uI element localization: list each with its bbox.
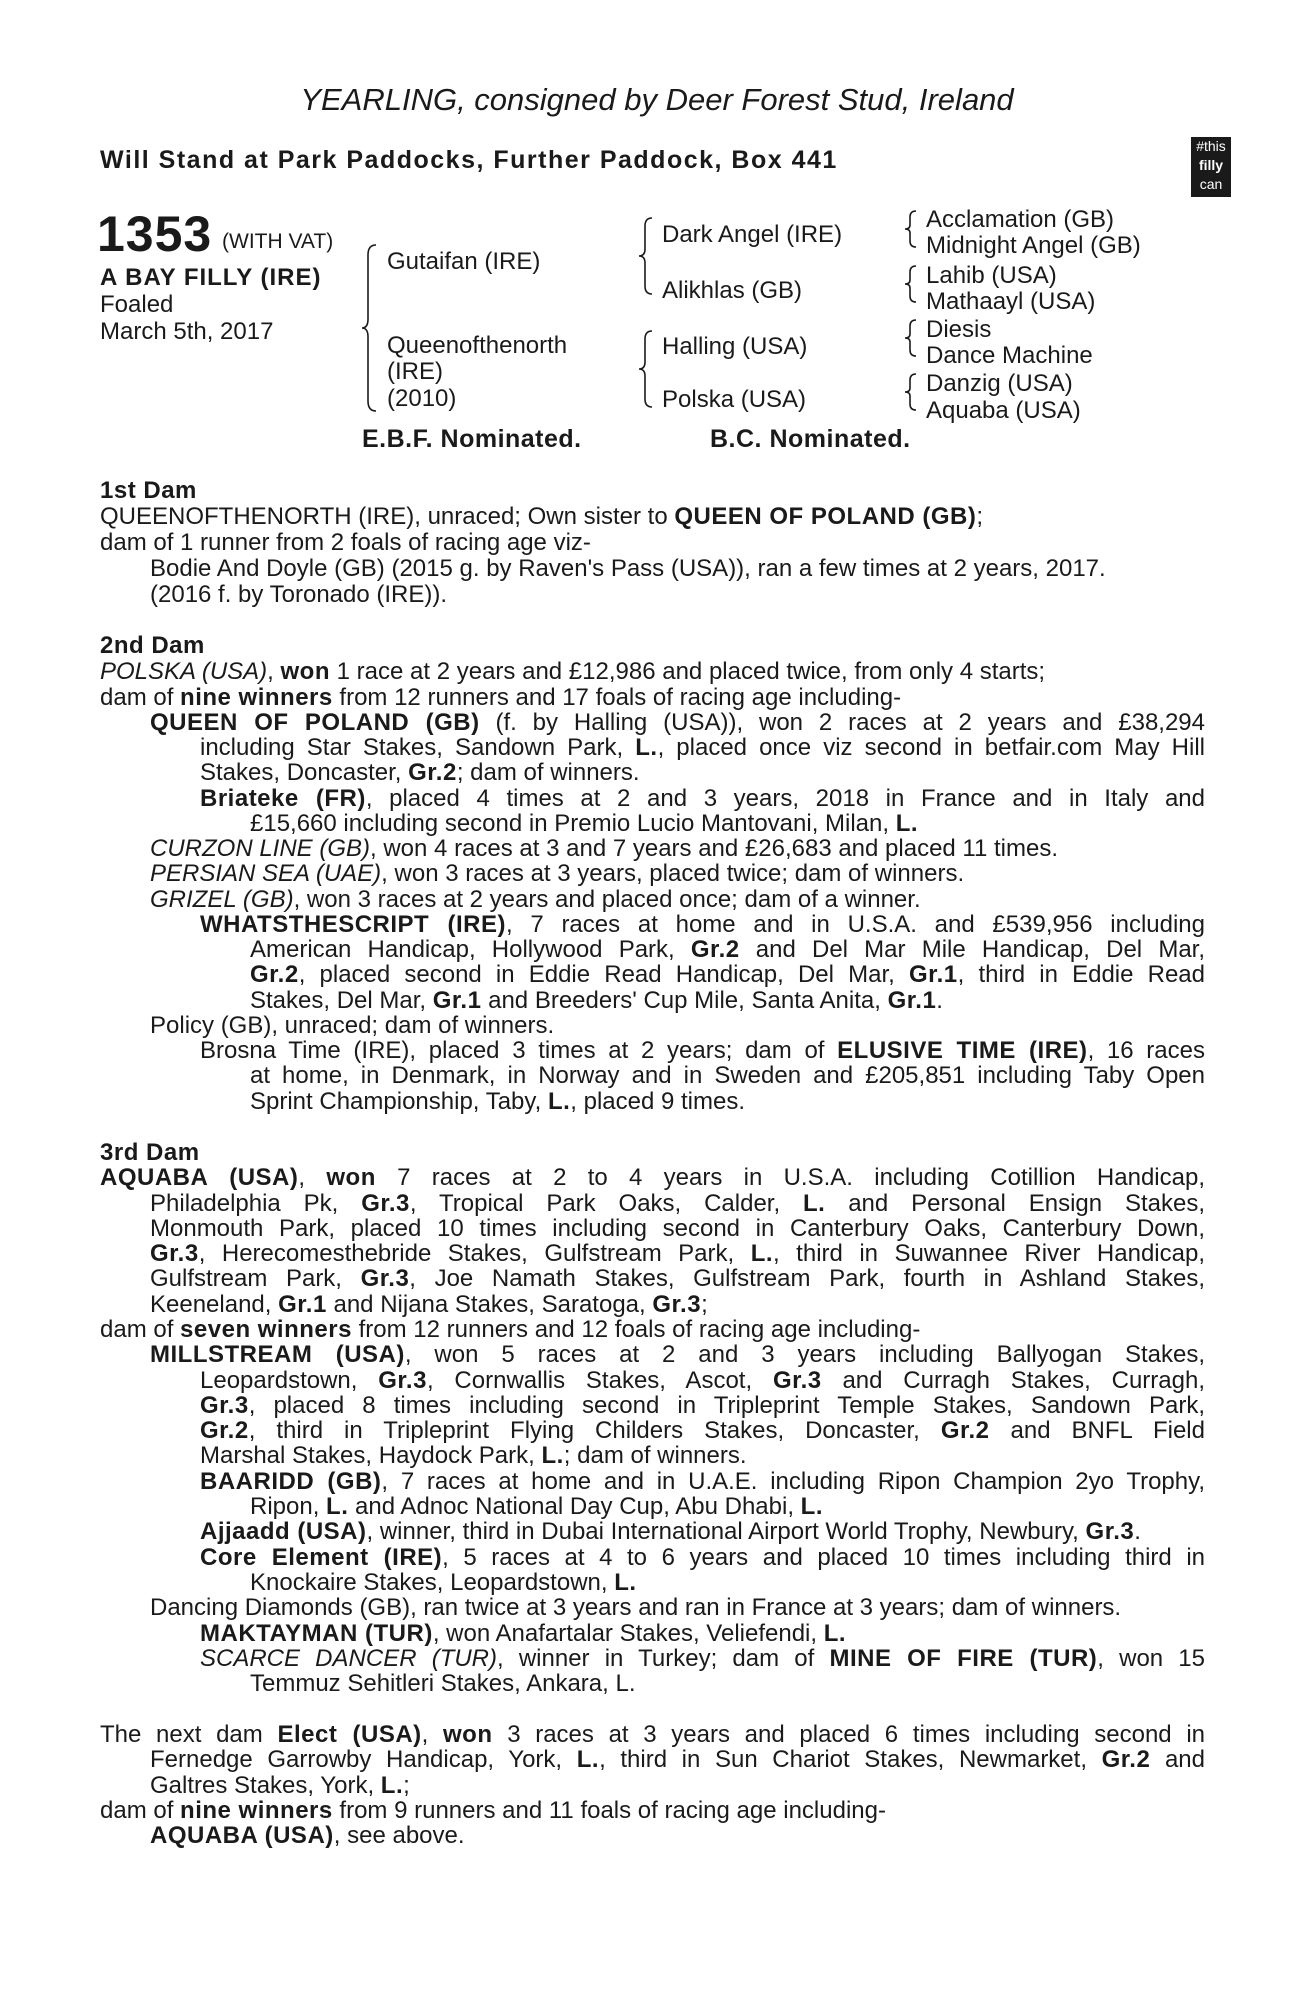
second-dam-line-2: dam of nine winners from 12 runners and 17 foals of racing age including- xyxy=(100,684,902,711)
first-dam-line-1: QUEENOFTHENORTH (IRE), unraced; Own sister to QUEEN OF POLAND (GB); xyxy=(100,503,984,530)
second-dam-line-17: at home, in Denmark, in Norway and in Sweden and £205,851 including Taby Open xyxy=(250,1062,1205,1089)
second-dam-line-8: CURZON LINE (GB), won 4 races at 3 and 7 years and £26,683 and placed 11 times. xyxy=(150,835,1059,862)
second-dam-line-4: including Star Stakes, Sandown Park, L., placed once viz second in betfair.com May Hill xyxy=(200,734,1205,761)
third-dam-line-7: dam of seven winners from 12 runners and 12 foals of racing age including- xyxy=(100,1316,921,1343)
pedigree-bracket-g3-1 xyxy=(903,209,919,249)
bc-nomination: B.C. Nominated. xyxy=(710,425,911,453)
lot-vat-note: (WITH VAT) xyxy=(222,230,334,253)
foaled-date: March 5th, 2017 xyxy=(100,318,274,345)
third-dam-line-5: Gulfstream Park, Gr.3, Joe Namath Stakes, Gulfstream Park, fourth in Ashland Stakes, xyxy=(150,1265,1206,1292)
pedigree-g3-2: Midnight Angel (GB) xyxy=(926,232,1141,259)
next-dam-line-1: The next dam Elect (USA), won 3 races at 3 years and placed 6 times including second in xyxy=(100,1721,1206,1748)
logo-line-2: filly xyxy=(1198,157,1224,173)
third-dam-line-16: Core Element (IRE), 5 races at 4 to 6 years and placed 10 times including third in xyxy=(200,1544,1205,1571)
second-dam-line-18: Sprint Championship, Taby, L., placed 9 times. xyxy=(250,1088,746,1115)
pedigree-g3-5: Diesis xyxy=(926,316,992,343)
third-dam-line-20: SCARCE DANCER (TUR), winner in Turkey; dam of MINE OF FIRE (TUR), won 15 xyxy=(200,1645,1206,1672)
second-dam-line-5: Stakes, Doncaster, Gr.2; dam of winners. xyxy=(200,759,640,786)
third-dam-line-11: Gr.2, third in Tripleprint Flying Childers Stakes, Doncaster, Gr.2 and BNFL Field xyxy=(200,1417,1205,1444)
second-dam-line-10: GRIZEL (GB), won 3 races at 2 years and placed once; dam of a winner. xyxy=(150,886,921,913)
third-dam-line-9: Leopardstown, Gr.3, Cornwallis Stakes, Ascot, Gr.3 and Curragh Stakes, Curragh, xyxy=(200,1367,1206,1394)
pedigree-sire-dam: Alikhlas (GB) xyxy=(662,277,803,304)
pedigree-bracket-g3-3 xyxy=(903,318,919,358)
lot-number: 1353 xyxy=(97,206,213,262)
pedigree-sire-sire: Dark Angel (IRE) xyxy=(662,221,843,248)
next-dam-line-5: AQUABA (USA), see above. xyxy=(150,1822,465,1849)
third-dam-line-6: Keeneland, Gr.1 and Nijana Stakes, Saratoga, Gr.3; xyxy=(150,1291,708,1318)
next-dam-line-3: Galtres Stakes, York, L.; xyxy=(150,1772,410,1799)
page-title: YEARLING, consigned by Deer Forest Stud, Ireland xyxy=(300,82,1014,117)
pedigree-dam-line-2: (IRE) xyxy=(387,358,443,385)
pedigree-dam-dam: Polska (USA) xyxy=(662,386,807,413)
pedigree-bracket-dam xyxy=(636,329,656,409)
ebf-nomination: E.B.F. Nominated. xyxy=(362,425,582,453)
first-dam-line-2: dam of 1 runner from 2 foals of racing age viz- xyxy=(100,529,591,556)
pedigree-g3-3: Lahib (USA) xyxy=(926,262,1057,289)
third-dam-line-8: MILLSTREAM (USA), won 5 races at 2 and 3 years including Ballyogan Stakes, xyxy=(150,1341,1205,1368)
pedigree-bracket-g3-2 xyxy=(903,264,919,304)
second-dam-line-16: Brosna Time (IRE), placed 3 times at 2 years; dam of ELUSIVE TIME (IRE), 16 races xyxy=(200,1037,1205,1064)
third-dam-line-17: Knockaire Stakes, Leopardstown, L. xyxy=(250,1569,637,1596)
first-dam-heading: 1st Dam xyxy=(100,477,197,504)
pedigree-bracket-sire xyxy=(636,216,656,296)
second-dam-heading: 2nd Dam xyxy=(100,632,205,659)
third-dam-heading: 3rd Dam xyxy=(100,1139,200,1166)
pedigree-sire: Gutaifan (IRE) xyxy=(387,248,541,275)
second-dam-line-3: QUEEN OF POLAND (GB) (f. by Halling (USA)), won 2 races at 2 years and £38,294 xyxy=(150,709,1205,736)
third-dam-line-19: MAKTAYMAN (TUR), won Anafartalar Stakes, Veliefendi, L. xyxy=(200,1620,847,1647)
pedigree-dam-sire: Halling (USA) xyxy=(662,333,808,360)
third-dam-line-1: AQUABA (USA), won 7 races at 2 to 4 years in U.S.A. including Cotillion Handicap, xyxy=(100,1164,1206,1191)
second-dam-line-15: Policy (GB), unraced; dam of winners. xyxy=(150,1012,555,1039)
pedigree-bracket-g3-4 xyxy=(903,372,919,412)
pedigree-g3-7: Danzig (USA) xyxy=(926,370,1073,397)
third-dam-line-13: BAARIDD (GB), 7 races at home and in U.A.E. including Ripon Champion 2yo Trophy, xyxy=(200,1468,1206,1495)
stand-location: Will Stand at Park Paddocks, Further Paddock, Box 441 xyxy=(100,146,838,174)
horse-name: A BAY FILLY (IRE) xyxy=(100,264,322,291)
pedigree-g3-1: Acclamation (GB) xyxy=(926,206,1115,233)
second-dam-line-9: PERSIAN SEA (UAE), won 3 races at 3 years, placed twice; dam of winners. xyxy=(150,860,965,887)
second-dam-line-11: WHATSTHESCRIPT (IRE), 7 races at home and in U.S.A. and £539,956 including xyxy=(200,911,1206,938)
second-dam-line-6: Briateke (FR), placed 4 times at 2 and 3 years, 2018 in France and in Italy and xyxy=(200,785,1205,812)
third-dam-line-18: Dancing Diamonds (GB), ran twice at 3 years and ran in France at 3 years; dam of winners. xyxy=(150,1594,1122,1621)
third-dam-line-12: Marshal Stakes, Haydock Park, L.; dam of winners. xyxy=(200,1442,747,1469)
foaled-label: Foaled xyxy=(100,291,174,318)
third-dam-line-10: Gr.3, placed 8 times including second in Tripleprint Temple Stakes, Sandown Park, xyxy=(200,1392,1205,1419)
logo-line-3: can xyxy=(1199,176,1223,192)
second-dam-line-7: £15,660 including second in Premio Lucio Mantovani, Milan, L. xyxy=(250,810,919,837)
pedigree-g3-8: Aquaba (USA) xyxy=(926,397,1081,424)
third-dam-line-15: Ajjaadd (USA), winner, third in Dubai International Airport World Trophy, Newbury, Gr.3. xyxy=(200,1518,1141,1545)
pedigree-bracket-main xyxy=(360,243,380,413)
hashtag-logo xyxy=(1191,137,1231,197)
pedigree-dam-line-1: Queenofthenorth xyxy=(387,332,568,359)
third-dam-line-14: Ripon, L. and Adnoc National Day Cup, Abu Dhabi, L. xyxy=(250,1493,823,1520)
third-dam-line-2: Philadelphia Pk, Gr.3, Tropical Park Oaks, Calder, L. and Personal Ensign Stakes, xyxy=(150,1190,1206,1217)
third-dam-line-4: Gr.3, Herecomesthebride Stakes, Gulfstream Park, L., third in Suwannee River Handicap, xyxy=(150,1240,1206,1267)
pedigree-g3-4: Mathaayl (USA) xyxy=(926,288,1096,315)
pedigree-g3-6: Dance Machine xyxy=(926,342,1093,369)
second-dam-line-1: POLSKA (USA), won 1 race at 2 years and £12,986 and placed twice, from only 4 starts; xyxy=(100,658,1046,685)
next-dam-line-4: dam of nine winners from 9 runners and 11 foals of racing age including- xyxy=(100,1797,886,1824)
logo-line-1: #this xyxy=(1196,138,1226,154)
second-dam-line-12: American Handicap, Hollywood Park, Gr.2 and Del Mar Mile Handicap, Del Mar, xyxy=(250,936,1205,963)
second-dam-line-13: Gr.2, placed second in Eddie Read Handicap, Del Mar, Gr.1, third in Eddie Read xyxy=(250,961,1205,988)
first-dam-line-3: Bodie And Doyle (GB) (2015 g. by Raven's Pass (USA)), ran a few times at 2 years, 2017. xyxy=(150,555,1106,582)
third-dam-line-21: Temmuz Sehitleri Stakes, Ankara, L. xyxy=(250,1670,636,1697)
first-dam-line-4: (2016 f. by Toronado (IRE)). xyxy=(150,581,448,608)
third-dam-line-3: Monmouth Park, placed 10 times including second in Canterbury Oaks, Canterbury Down, xyxy=(150,1215,1205,1242)
second-dam-line-14: Stakes, Del Mar, Gr.1 and Breeders' Cup Mile, Santa Anita, Gr.1. xyxy=(250,987,943,1014)
pedigree-dam-line-3: (2010) xyxy=(387,385,457,412)
next-dam-line-2: Fernedge Garrowby Handicap, York, L., third in Sun Chariot Stakes, Newmarket, Gr.2 and xyxy=(150,1746,1205,1773)
